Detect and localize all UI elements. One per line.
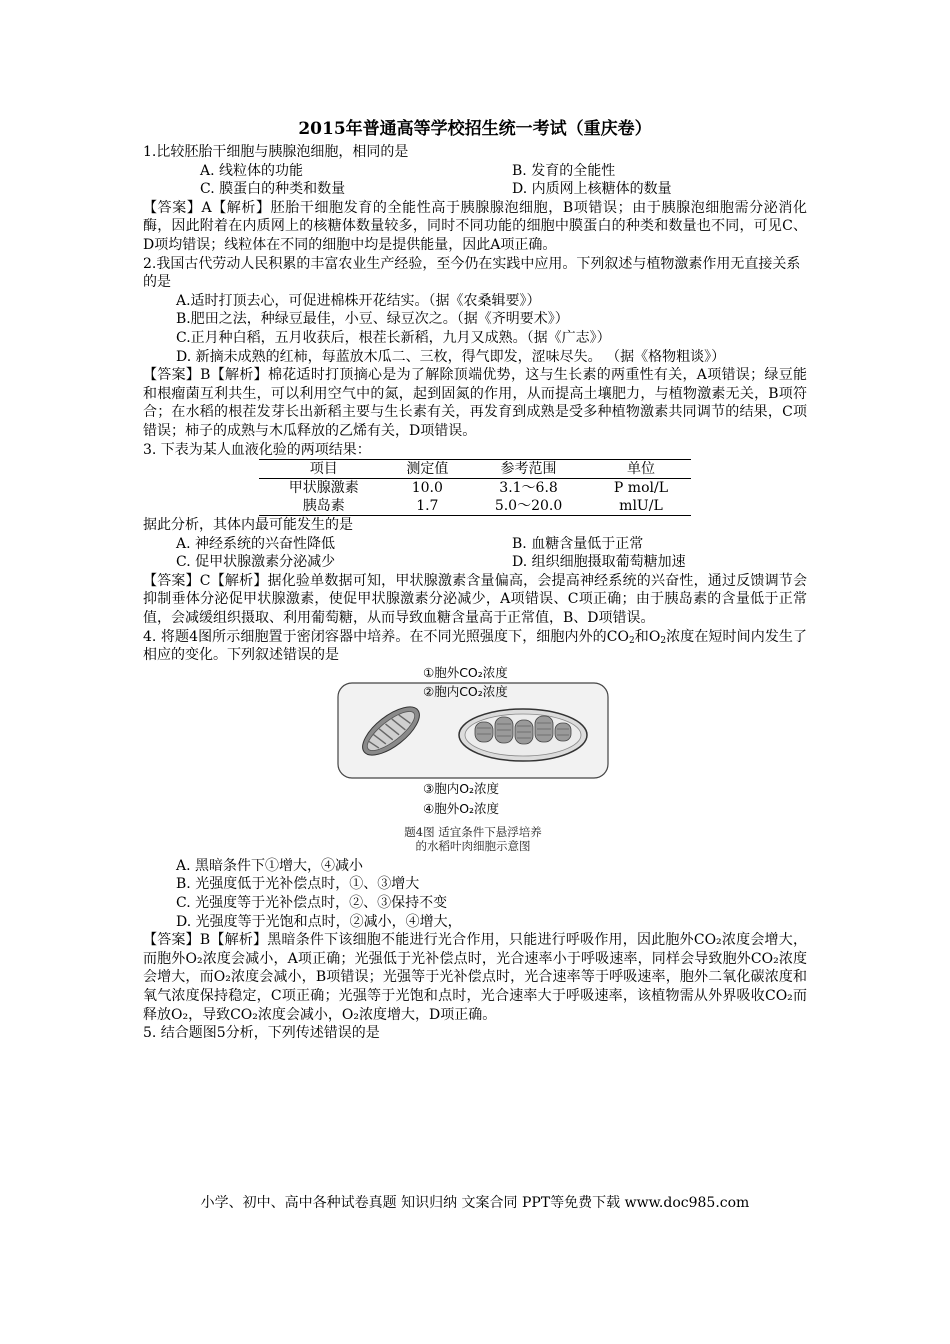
table-cell: 10.0 [411, 480, 443, 497]
q3-stem-2: 据此分析，其体内最可能发生的是 [143, 517, 353, 534]
q3-option-d: D. 组织细胞摄取葡萄糖加速 [512, 554, 686, 571]
table-header-range: 参考范围 [466, 460, 591, 479]
q4-stem-part-1: 4. 将题4图所示细胞置于密闭容器中培养。在不同光照强度下，细胞内外的CO [143, 628, 629, 645]
figure-caption-line-1: 题4图 适宜条件下悬浮培养 [404, 824, 542, 839]
q4-option-b: B. 光强度低于光补偿点时，①、③增大 [176, 876, 420, 893]
table-cell: 胰岛素 [259, 497, 388, 516]
q3-answer: 【答案】C【解析】据化验单数据可知，甲状腺激素含量偏高，会提高神经系统的兴奋性，通过反馈调节会抑制垂体分泌促甲状腺激素，使促甲状腺激素分泌减少，A项错误、C项正确；由于胰岛素的含量低于正常值，会减缓组织摄取、利用葡萄糖，从而导致血糖含量高于正常值，B、D项错误。 [143, 572, 807, 627]
table-header-item: 项目 [259, 460, 388, 479]
q3-stem: 3. 下表为某人血液化验的两项结果： [143, 441, 371, 458]
figure-caption-line-2: 的水稻叶肉细胞示意图 [415, 838, 531, 853]
q4-stem-part-3: 浓度在短时间内发生了相应的变化。下列叙述错误的是 [143, 628, 808, 664]
q1-option-b: B. 发育的全能性 [512, 162, 616, 179]
q1-options-row-2 [143, 180, 807, 199]
document-page [143, 117, 807, 1043]
q5-stem: 5. 结合题图5分析，下列传述错误的是 [143, 1025, 380, 1042]
q2-option-b: B.肥田之法，种绿豆最佳，小豆、绿豆次之。（据《齐明要术》） [176, 311, 569, 328]
q4-answer: 【答案】B【解析】黑暗条件下该细胞不能进行光合作用，只能进行呼吸作用，因此胞外CO₂浓度会增大，而胞外O₂浓度会减小，A项正确；光强低于光补偿点时，光合速率小于呼吸速率，同样会导致胞外CO₂浓度会增大，而O₂浓度会减小，B项错误；光强等于光补偿点时，光合速率等于呼吸速率，胞外二氧化碳浓度和氧气浓度保持稳定，C项正确；光强等于光饱和点时，光合速率大于呼吸速率，该植物需从外界吸收CO₂而释放O₂，导致CO₂浓度会减小，O₂浓度增大，D项正确。 [143, 932, 807, 1023]
q4-option-c: C. 光强度等于光补偿点时，②、③保持不变 [176, 895, 448, 912]
chloroplast-icon [459, 709, 587, 761]
figure-label-1: ①胞外CO₂浓度 [423, 664, 508, 680]
table-row [259, 479, 691, 498]
q4-option-d: D. 光强度等于光饱和点时，②减小，④增大， [176, 913, 462, 930]
table-cell: mlU/L [591, 497, 691, 516]
table-header-unit: 单位 [591, 460, 691, 479]
figure-label-2: ②胞内CO₂浓度 [423, 683, 508, 699]
q2-option-c: C.正月种白稻，五月收获后，根茬长新稻，九月又成熟。（据《广志》） [176, 329, 611, 346]
q3-options-row-1 [143, 535, 807, 554]
table-cell: P mol/L [613, 480, 668, 497]
subscript: 2 [660, 635, 667, 646]
page-title: 2015年普通高等学校招生统一考试（重庆卷） [298, 119, 652, 139]
q2-stem: 2.我国古代劳动人民积累的丰富农业生产经验，至今仍在实践中应用。下列叙述与植物激素作用无直接关系的是 [143, 255, 801, 291]
q2-option-d: D. 新摘未成熟的红柿，每蓝放木瓜二、三枚，得气即发，涩味尽失。 （据《格物粗谈》） [176, 348, 726, 365]
table-cell: 3.1～6.8 [499, 480, 558, 497]
q3-options-row-2 [143, 553, 807, 572]
table-cell: 1.7 [388, 497, 466, 516]
q4-option-a: A. 黑暗条件下①增大，④减小 [176, 857, 364, 874]
q1-answer: 【答案】A【解析】胚胎干细胞发育的全能性高于胰腺腺泡细胞，B项错误；由于胰腺泡细胞需分泌消化酶，因此附着在内质网上的核糖体数量较多，同时不同功能的细胞中膜蛋白的种类和数量也不同，可见C、D项均错误；线粒体在不同的细胞中均是提供能量，因此A项正确。 [143, 199, 807, 253]
page-footer: 小学、初中、高中各种试卷真题 知识归纳 文案合同 PPT等免费下载 www.doc985.com [200, 1195, 750, 1211]
q4-stem [143, 628, 807, 665]
subscript: 2 [628, 635, 635, 646]
q1-option-a: A. 线粒体的功能 [200, 162, 304, 179]
q3-lab-table [259, 459, 691, 516]
q1-option-c: C. 膜蛋白的种类和数量 [200, 181, 346, 198]
figure-label-3: ③胞内O₂浓度 [423, 780, 500, 796]
q2-option-a: A.适时打顶去心，可促进棉株开花结实。（据《农桑辑要》） [176, 292, 541, 309]
q1-option-d: D. 内质网上核糖体的数量 [512, 181, 672, 198]
table-cell: 甲状腺激素 [288, 480, 359, 497]
table-cell: 5.0～20.0 [466, 497, 591, 516]
q2-answer: 【答案】B【解析】棉花适时打顶摘心是为了解除顶端优势，这与生长素的两重性有关，A项错误；绿豆能和根瘤菌互利共生，可以利用空气中的氮，起到固氮的作用，从而提高土壤肥力，与植物激素无关，B项符合；在水稻的根茬发芽长出新稻主要与生长素有关，再发育到成熟是受多种植物激素共同调节的结果，C项错误；柿子的成熟与木瓜释放的乙烯有关，D项错误。 [143, 367, 807, 439]
q3-option-c: C. 促甲状腺激素分泌减少 [176, 554, 336, 571]
q1-options-row-1 [143, 162, 807, 181]
table-header-value: 测定值 [388, 460, 466, 479]
table-row [259, 497, 691, 516]
figure-label-4: ④胞外O₂浓度 [423, 800, 500, 816]
q4-figure [143, 665, 807, 857]
q3-option-a: A. 神经系统的兴奋性降低 [176, 535, 336, 552]
q4-stem-part-2: 和O [634, 628, 661, 645]
q3-option-b: B. 血糖含量低于正常 [512, 535, 644, 552]
q1-stem: 1.比较胚胎干细胞与胰腺泡细胞，相同的是 [143, 144, 409, 160]
